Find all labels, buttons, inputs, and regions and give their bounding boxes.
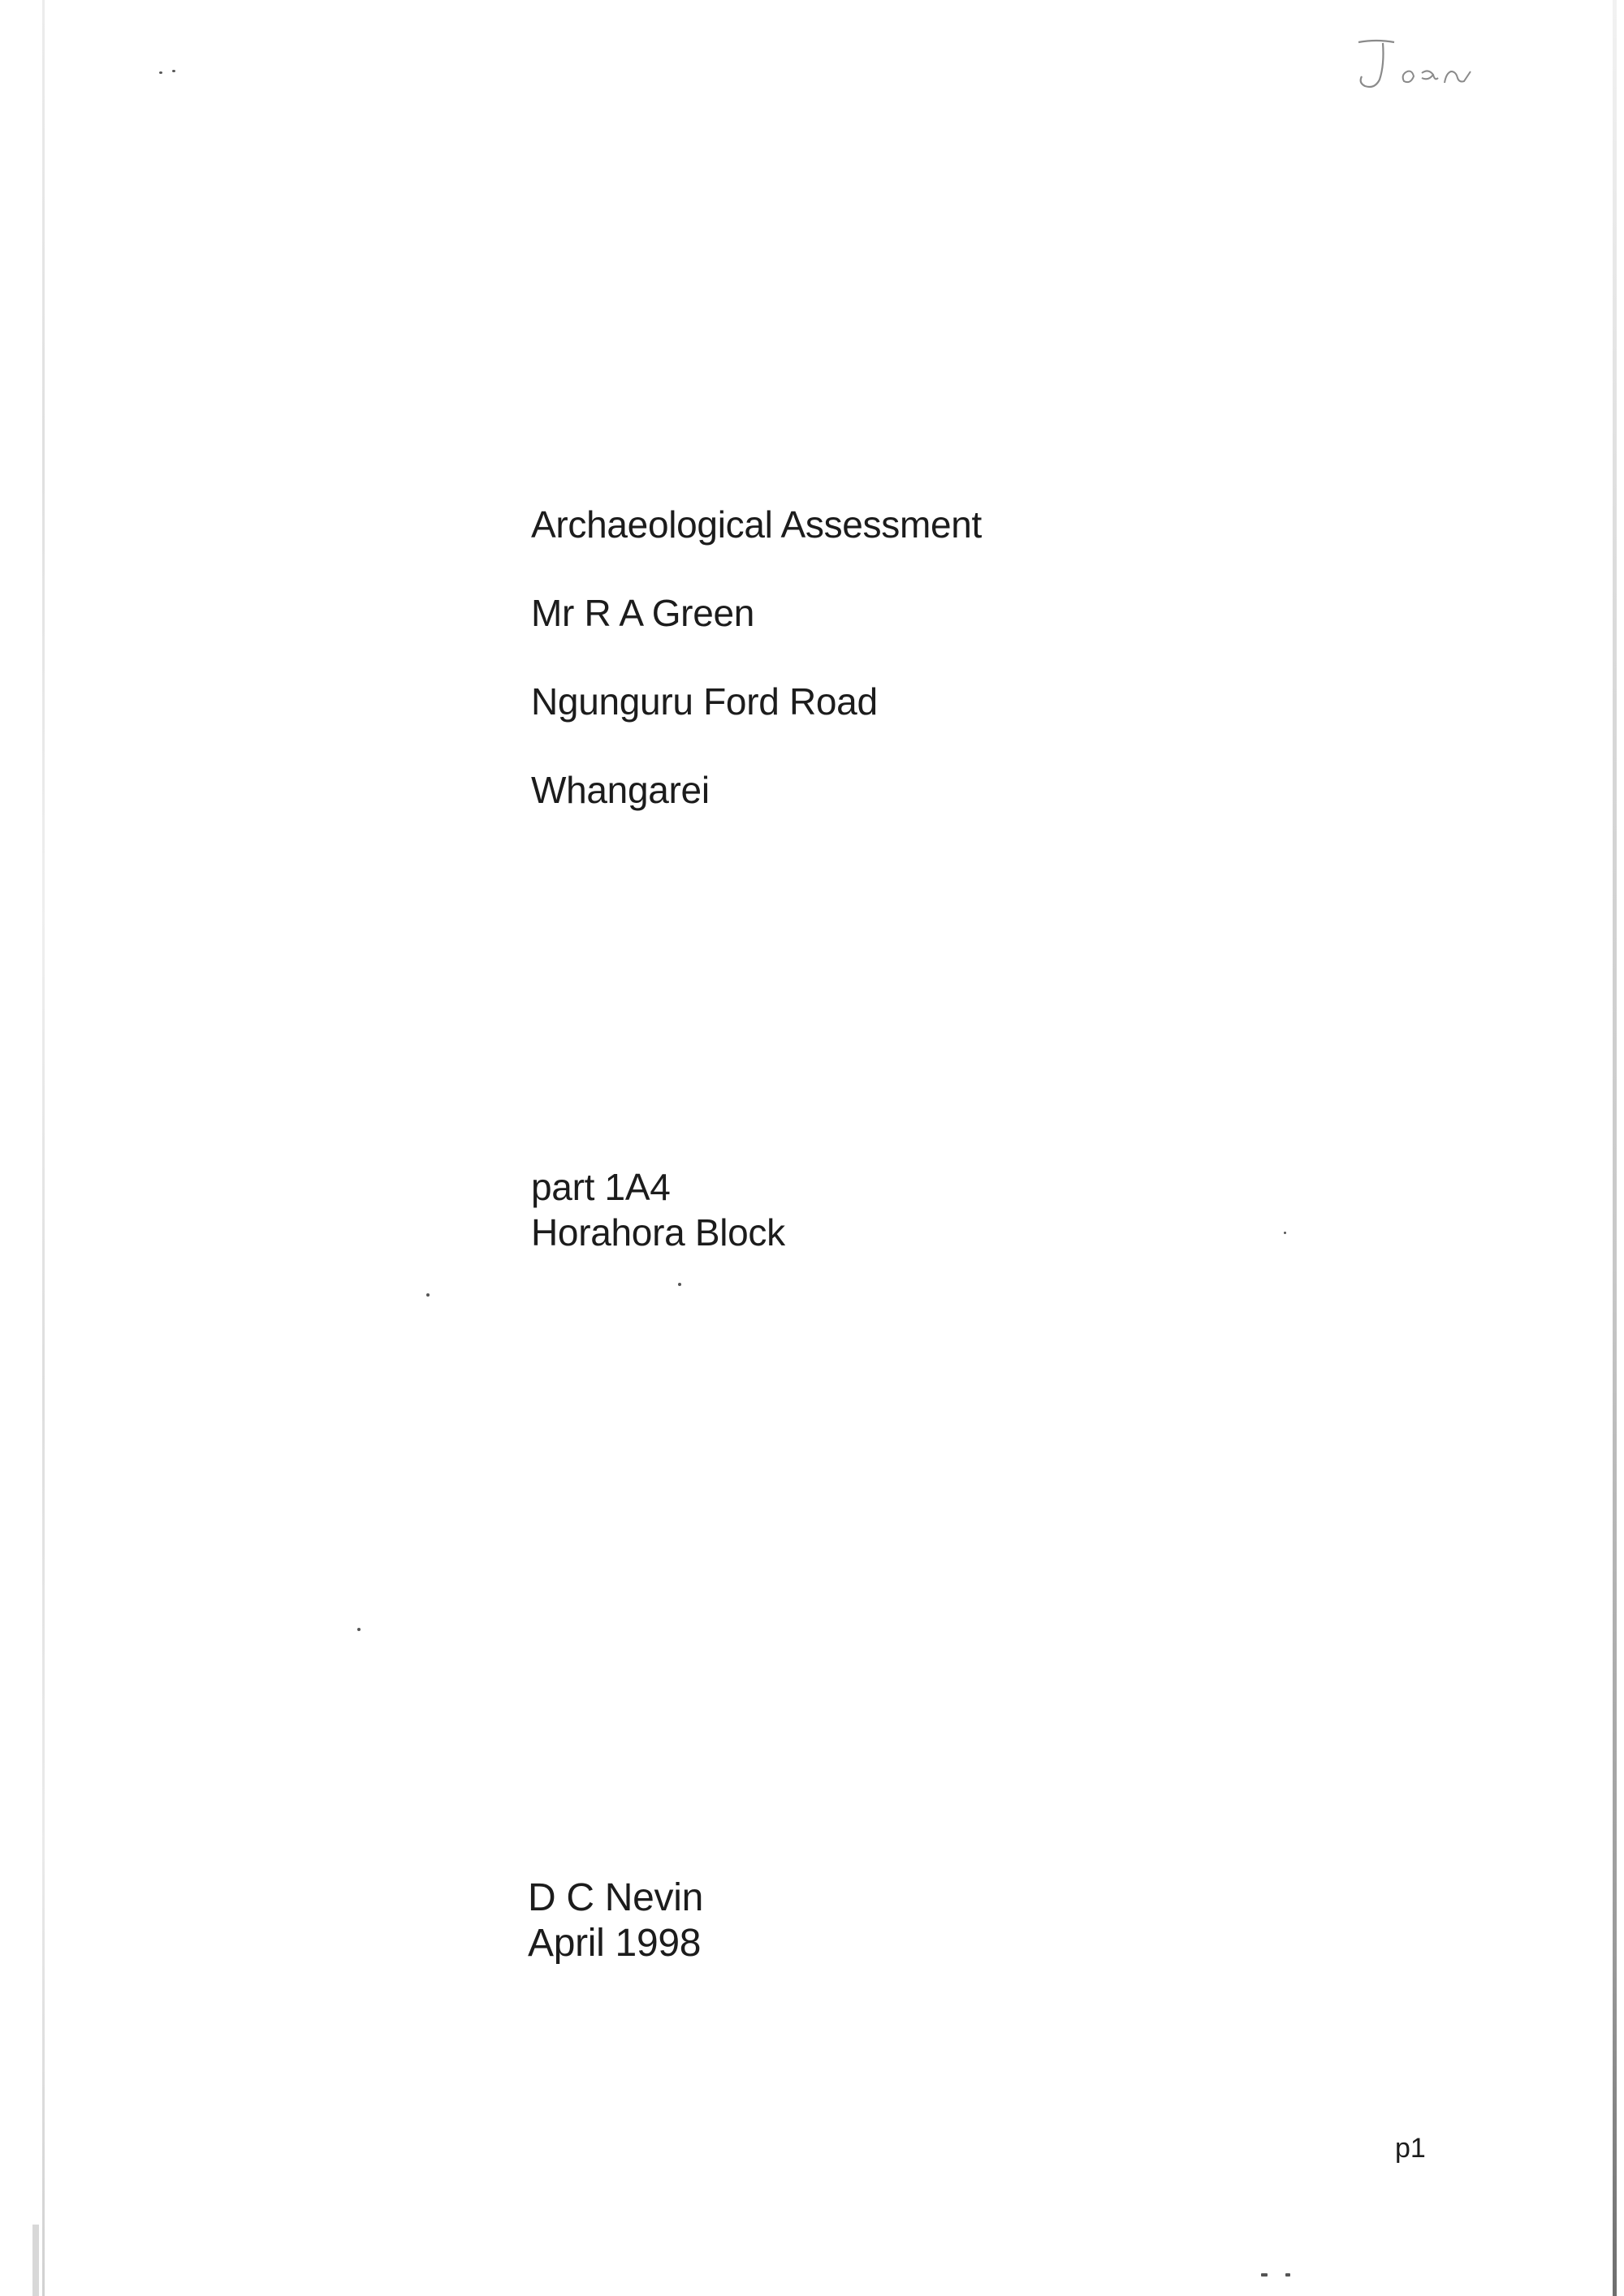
scan-binding-edge [42, 0, 45, 2296]
page-number: p1 [1395, 2133, 1426, 2164]
parcel-part: part 1A4 [531, 1166, 671, 1208]
scan-speck [678, 1283, 681, 1286]
scan-speck [1284, 1232, 1286, 1234]
site-road: Ngunguru Ford Road [531, 680, 878, 723]
site-town: Whangarei [531, 769, 710, 811]
scan-edge-mark [32, 2225, 39, 2296]
scan-right-edge [1613, 0, 1617, 2296]
scan-speck [426, 1293, 430, 1297]
scan-speck [357, 1628, 361, 1631]
scan-speck [1261, 2273, 1268, 2277]
scan-speck [159, 71, 162, 74]
parcel-block-name: Horahora Block [531, 1211, 785, 1254]
client-name: Mr R A Green [531, 592, 755, 634]
scan-speck [1285, 2273, 1290, 2277]
scan-speck [172, 70, 175, 72]
author-name: D C Nevin [528, 1876, 704, 1919]
document-title: Archaeological Assessment [531, 503, 983, 546]
handwritten-annotation [1344, 32, 1490, 106]
title-block [531, 502, 982, 856]
author-block [528, 1875, 703, 1966]
parcel-block [531, 1164, 785, 1255]
document-date: April 1998 [528, 1922, 702, 1965]
